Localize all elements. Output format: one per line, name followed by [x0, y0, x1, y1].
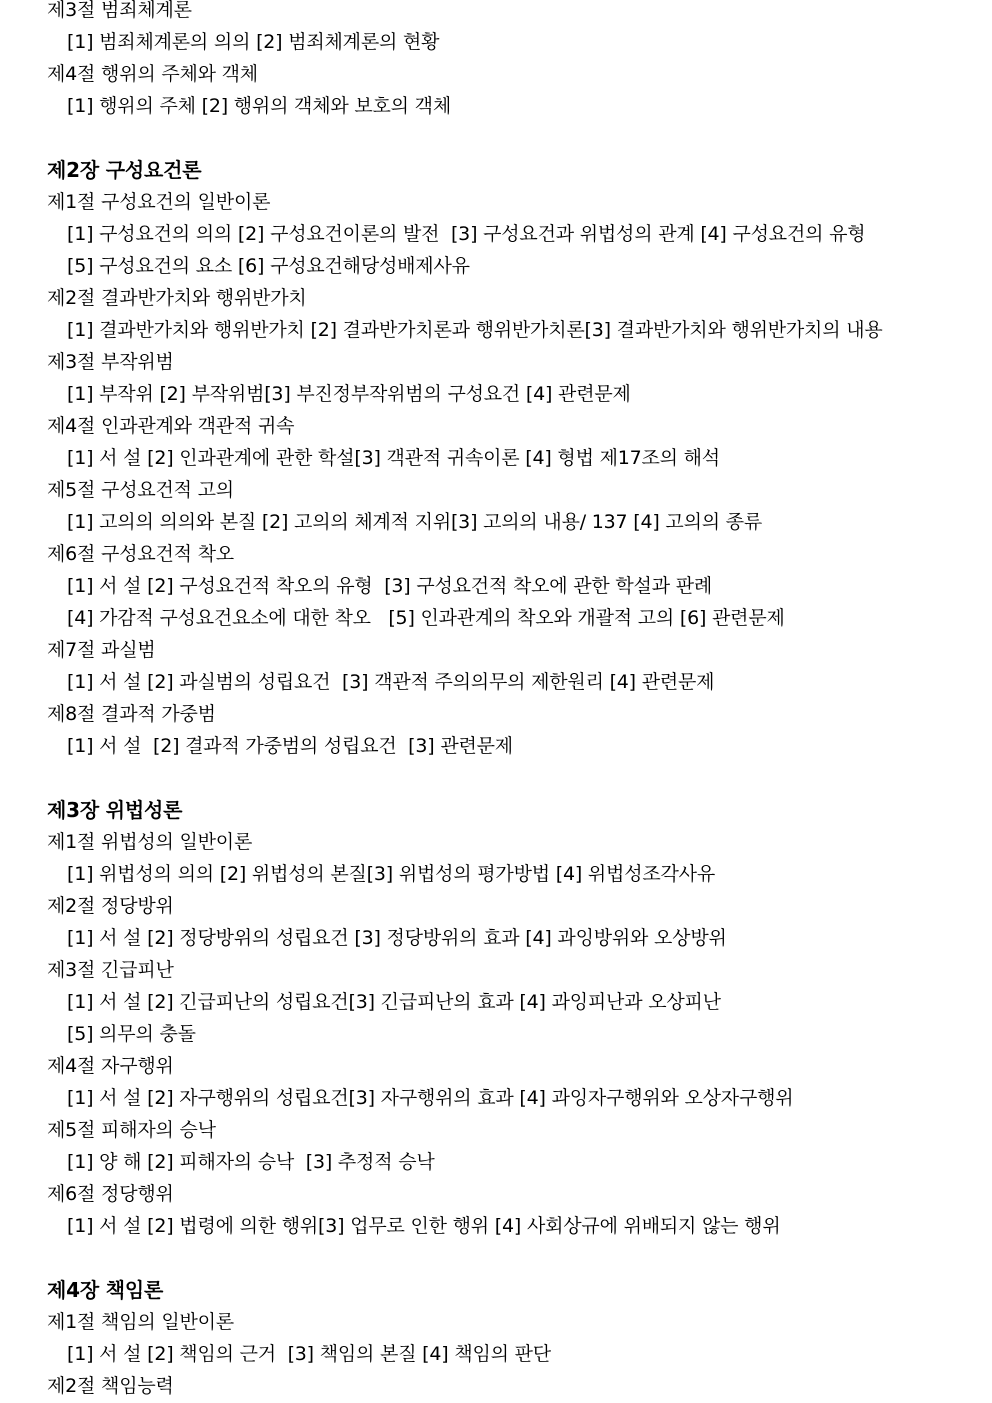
section-heading: 제7절 과실범	[47, 639, 156, 661]
chapter-heading: 제2장 구성요건론	[47, 158, 202, 182]
section-heading: 제4절 인과관계와 객관적 귀속	[47, 415, 295, 437]
section-heading: 제8절 결과적 가중범	[47, 703, 216, 725]
subtopic-list: [1] 고의의 의의와 본질 [2] 고의의 체계적 지위[3] 고의의 내용/ 137 [4] 고의의 종류	[67, 511, 763, 533]
section-heading: 제5절 피해자의 승낙	[47, 1119, 216, 1141]
subtopic-list: [5] 구성요건의 요소 [6] 구성요건해당성배제사유	[67, 255, 470, 277]
section-heading: 제3절 긴급피난	[47, 959, 174, 981]
section-heading: 제2절 정당방위	[47, 895, 174, 917]
subtopic-list: [1] 양 해 [2] 피해자의 승낙 [3] 추정적 승낙	[67, 1151, 435, 1173]
section-heading: 제6절 정당행위	[47, 1183, 174, 1205]
section-heading: 제1절 위법성의 일반이론	[47, 831, 253, 853]
section-heading: 제2절 결과반가치와 행위반가치	[47, 287, 307, 309]
chapter-heading: 제4장 책임론	[47, 1278, 164, 1302]
chapter-heading: 제3장 위법성론	[47, 798, 183, 822]
section-heading: 제1절 책임의 일반이론	[47, 1311, 234, 1333]
subtopic-list: [1] 위법성의 의의 [2] 위법성의 본질[3] 위법성의 평가방법 [4] 위법성조각사유	[67, 863, 715, 885]
section-heading: 제6절 구성요건적 착오	[47, 543, 234, 565]
blank-line	[47, 762, 967, 794]
subtopic-list: [1] 범죄체계론의 의의 [2] 범죄체계론의 현황	[67, 31, 440, 53]
section-heading: 제4절 자구행위	[47, 1055, 174, 1077]
section-heading: 제2절 책임능력	[47, 1375, 174, 1397]
subtopic-list: [1] 서 설 [2] 정당방위의 성립요건 [3] 정당방위의 효과 [4] 과잉방위와 오상방위	[67, 927, 727, 949]
subtopic-list: [1] 서 설 [2] 법령에 의한 행위[3] 업무로 인한 행위 [4] 사회상규에 위배되지 않는 행위	[67, 1215, 781, 1237]
subtopic-list: [1] 결과반가치와 행위반가치 [2] 결과반가치론과 행위반가치론[3] 결과반가치와 행위반가치의 내용	[67, 319, 883, 341]
subtopic-list: [1] 서 설 [2] 책임의 근거 [3] 책임의 본질 [4] 책임의 판단	[67, 1343, 551, 1365]
section-heading: 제4절 행위의 주체와 객체	[47, 63, 258, 85]
section-heading: 제3절 부작위범	[47, 351, 174, 373]
subtopic-list: [1] 서 설 [2] 자구행위의 성립요건[3] 자구행위의 효과 [4] 과잉자구행위와 오상자구행위	[67, 1087, 794, 1109]
subtopic-list: [1] 서 설 [2] 인과관계에 관한 학설[3] 객관적 귀속이론 [4] 형법 제17조의 해석	[67, 447, 720, 469]
subtopic-list: [1] 구성요건의 의의 [2] 구성요건이론의 발전 [3] 구성요건과 위법성의 관계 [4] 구성요건의 유형	[67, 223, 866, 245]
document-page	[47, 0, 967, 1402]
section-heading: 제5절 구성요건적 고의	[47, 479, 234, 501]
blank-line	[47, 1242, 967, 1274]
section-heading: 제3절 범죄체계론	[47, 0, 192, 21]
subtopic-list: [1] 행위의 주체 [2] 행위의 객체와 보호의 객체	[67, 95, 451, 117]
subtopic-list: [1] 부작위 [2] 부작위범[3] 부진정부작위범의 구성요건 [4] 관련문제	[67, 383, 631, 405]
subtopic-list: [5] 의무의 충돌	[67, 1023, 196, 1045]
subtopic-list: [1] 서 설 [2] 긴급피난의 성립요건[3] 긴급피난의 효과 [4] 과잉피난과 오상피난	[67, 991, 721, 1013]
subtopic-list: [1] 서 설 [2] 과실범의 성립요건 [3] 객관적 주의의무의 제한원리 [4] 관련문제	[67, 671, 715, 693]
subtopic-list: [1] 서 설 [2] 결과적 가중범의 성립요건 [3] 관련문제	[67, 735, 513, 757]
subtopic-list: [4] 가감적 구성요건요소에 대한 착오 [5] 인과관계의 착오와 개괄적 고의 [6] 관련문제	[67, 607, 785, 629]
section-heading: 제1절 구성요건의 일반이론	[47, 191, 271, 213]
subtopic-list: [1] 서 설 [2] 구성요건적 착오의 유형 [3] 구성요건적 착오에 관한 학설과 판례	[67, 575, 713, 597]
blank-line	[47, 122, 967, 154]
